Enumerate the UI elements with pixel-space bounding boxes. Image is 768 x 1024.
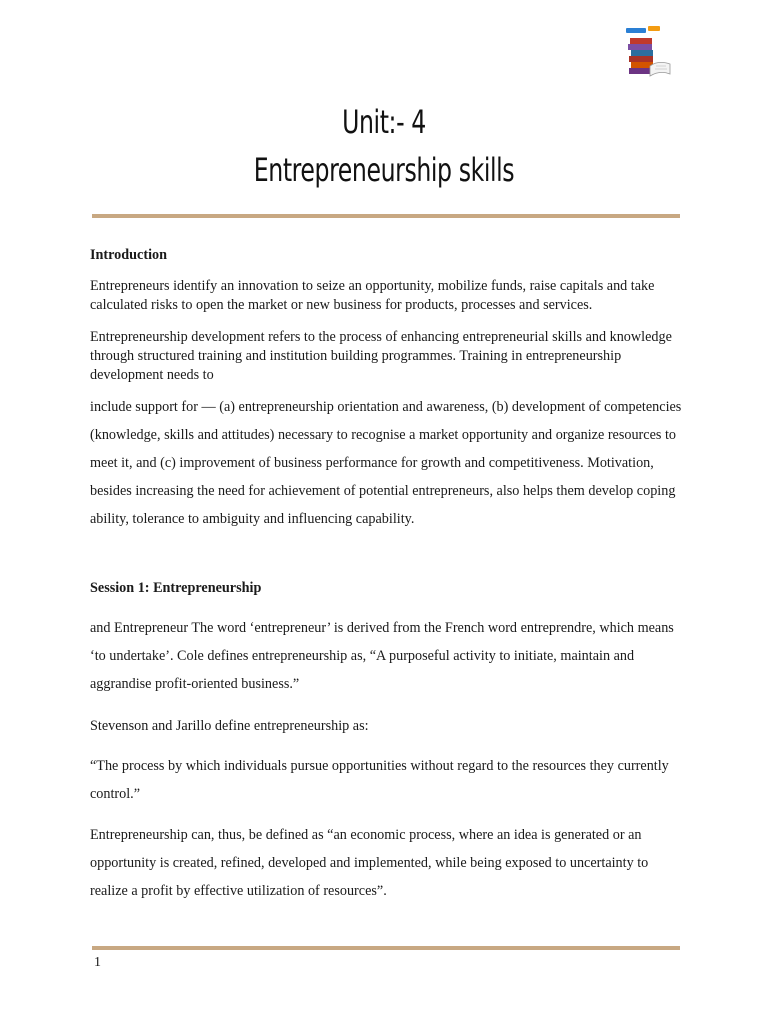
- page-title-topic: Entrepreneurship skills: [253, 151, 515, 189]
- page-title-unit: Unit:- 4: [342, 103, 426, 141]
- session1-quote: “The process by which individuals pursue opportunities without regard to the resources they currently control.”: [90, 758, 669, 802]
- books-logo-icon: [622, 24, 674, 80]
- header-divider: [92, 214, 680, 218]
- intro-paragraph-2: Entrepreneurship development refers to the process of enhancing entrepreneurial skills and knowledge through structured training and institution building programmes. Training in entrepreneurship development needs to: [90, 329, 672, 383]
- session1-heading: Session 1: Entrepreneurship: [90, 580, 262, 596]
- page-number: 1: [94, 955, 101, 970]
- footer-divider: [92, 946, 680, 950]
- session1-paragraph-4: Entrepreneurship can, thus, be defined as “an economic process, where an idea is generated or an opportunity is created, refined, developed and implemented, while being exposed to uncertainty to realize a profit by effective utilization of resources”.: [90, 827, 649, 899]
- intro-paragraph-1: Entrepreneurs identify an innovation to seize an opportunity, mobilize funds, raise capitals and take calculated risks to open the market or new business for products, processes and services.: [90, 278, 655, 313]
- session1-paragraph-2: Stevenson and Jarillo define entrepreneurship as:: [90, 718, 369, 734]
- session1-paragraph-1: and Entrepreneur The word ‘entrepreneur’ is derived from the French word entreprendre, which means ‘to undertake’. Cole defines entrepreneurship as, “A purposeful activity to initiate, maintain and aggrandise profit-oriented business.”: [90, 620, 674, 692]
- intro-paragraph-3: include support for — (a) entrepreneurship orientation and awareness, (b) development of competencies (knowledge, skills and attitudes) necessary to recognise a market opportunity and organize resources to meet it, and (c) improvement of business performance for growth and competitiveness. Motivation, besides increasing the need for achievement of potential entrepreneurs, also helps them develop coping ability, tolerance to ambiguity and influencing capability.: [90, 399, 682, 527]
- intro-heading: Introduction: [90, 247, 167, 263]
